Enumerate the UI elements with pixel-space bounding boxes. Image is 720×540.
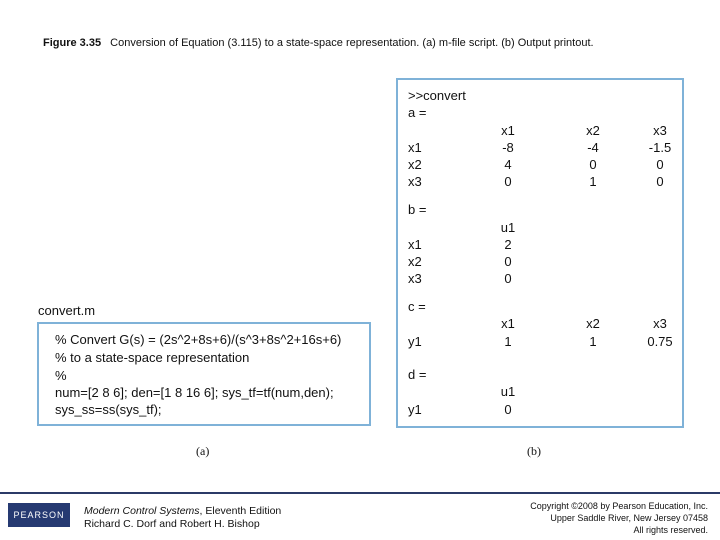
mfile-line: sys_ss=ss(sys_tf);	[55, 402, 162, 417]
matrix-b-cell: 2	[504, 237, 512, 252]
subfigure-label-a: (a)	[196, 444, 210, 458]
matrix-a-col-header: x2	[586, 123, 600, 138]
matrix-a-cell: -8	[502, 140, 514, 155]
matrix-a-col-header: x3	[653, 123, 667, 138]
matrix-a-label: a =	[408, 105, 427, 120]
matrix-b-col-header: u1	[500, 220, 516, 235]
matrix-a-col-header: x1	[501, 123, 515, 138]
matrix-d-col-header: u1	[500, 384, 516, 399]
matrix-c-label: c =	[408, 299, 426, 314]
matrix-b-label: b =	[408, 202, 427, 217]
matrix-a-cell: -1.5	[648, 140, 672, 155]
matrix-d-row-label: y1	[408, 402, 422, 417]
matrix-a-cell: 4	[504, 157, 512, 172]
matrix-a-row-label: x1	[408, 140, 422, 155]
figure-label: Figure 3.35	[43, 37, 102, 49]
mfile-line: %	[55, 368, 67, 383]
book-authors: Richard C. Dorf and Robert H. Bishop	[84, 518, 260, 530]
matrix-a-cell: 0	[656, 174, 664, 189]
figure-caption-text: Conversion of Equation (3.115) to a state-space representation. (a) m-file script. (b) Output printout.	[110, 37, 594, 49]
matrix-a-cell: -4	[587, 140, 599, 155]
matrix-a-cell: 0	[504, 174, 512, 189]
matrix-c-cell: 0.75	[647, 334, 673, 349]
matrix-a-cell: 0	[589, 157, 597, 172]
matrix-c-col-header: x2	[586, 316, 600, 331]
mfile-line: % Convert G(s) = (2s^2+8s+6)/(s^3+8s^2+16s+6)	[55, 332, 342, 347]
matrix-d-cell: 0	[504, 402, 512, 417]
book-edition: , Eleventh Edition	[199, 505, 282, 517]
output-command: >>convert	[408, 88, 466, 103]
copyright-line: Upper Saddle River, New Jersey 07458	[550, 513, 708, 523]
matrix-a-cell: 1	[589, 174, 597, 189]
matrix-c-col-header: x1	[501, 316, 515, 331]
matrix-a-row-label: x2	[408, 157, 422, 172]
matrix-c-col-header: x3	[653, 316, 667, 331]
mfile-line: num=[2 8 6]; den=[1 8 16 6]; sys_tf=tf(num,den);	[55, 385, 334, 400]
matrix-d-label: d =	[408, 367, 427, 382]
matrix-a-row-label: x3	[408, 174, 422, 189]
pearson-logo-text: PEARSON	[13, 510, 65, 520]
mfile-line: % to a state-space representation	[55, 350, 250, 365]
figure-caption	[43, 37, 594, 49]
matrix-b-cell: 0	[504, 254, 512, 269]
copyright-notice	[530, 500, 708, 536]
matrix-c-row-label: y1	[408, 334, 422, 349]
matrix-b-row-label: x3	[408, 271, 422, 286]
copyright-line: All rights reserved.	[633, 525, 708, 535]
copyright-line: Copyright ©2008 by Pearson Education, Inc.	[530, 501, 708, 511]
matrix-b-row-label: x2	[408, 254, 422, 269]
mfile-title: convert.m	[38, 303, 96, 318]
book-title: Modern Control Systems	[84, 505, 200, 517]
pearson-logo	[8, 503, 70, 527]
footer-divider	[0, 492, 720, 494]
mfile-script-box	[37, 322, 371, 426]
book-citation	[84, 505, 281, 531]
output-printout-box	[396, 78, 684, 428]
matrix-a-cell: 0	[656, 157, 664, 172]
matrix-c-cell: 1	[589, 334, 597, 349]
matrix-b-row-label: x1	[408, 237, 422, 252]
subfigure-label-b: (b)	[527, 444, 541, 458]
matrix-c-cell: 1	[504, 334, 512, 349]
book-title-line	[84, 505, 281, 518]
matrix-b-cell: 0	[504, 271, 512, 286]
